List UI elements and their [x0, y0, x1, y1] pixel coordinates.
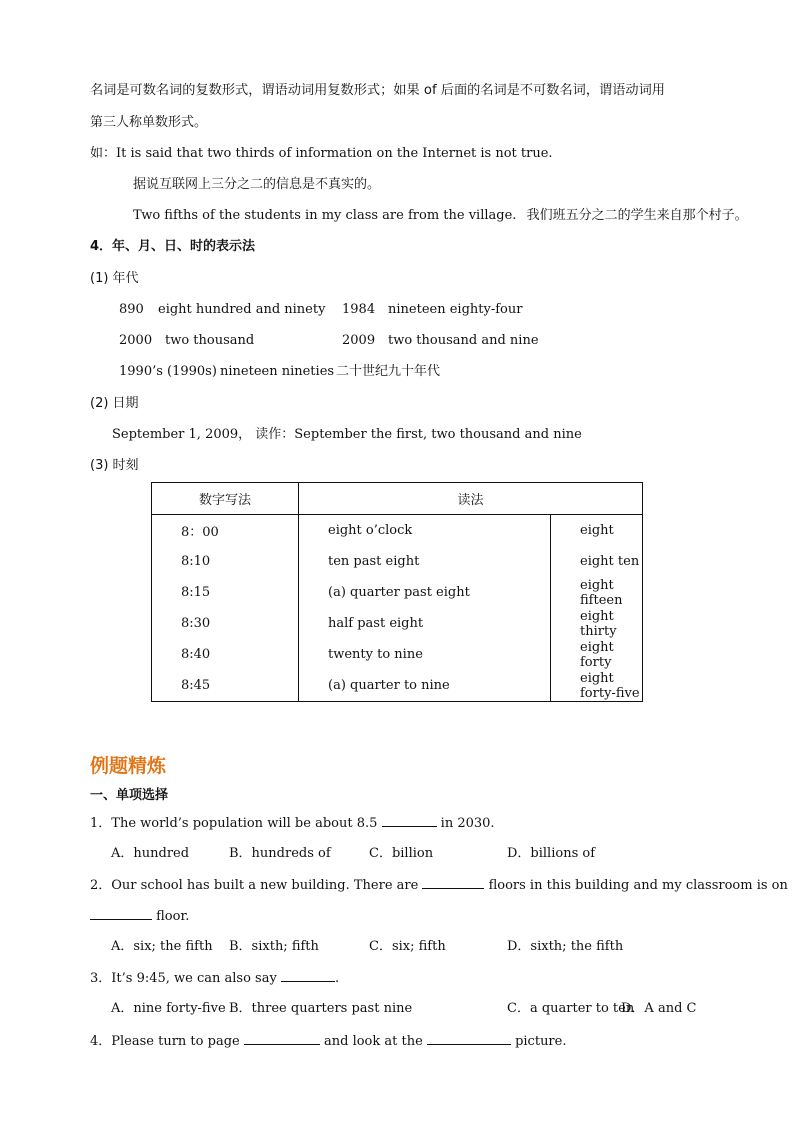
decade-num: 1990’s (1990s) — [119, 364, 217, 379]
time-num: 8:30 — [152, 608, 299, 639]
example-label: 如： — [90, 146, 117, 161]
q3-blank[interactable] — [281, 969, 335, 982]
section-4-heading: 4．年、月、日、时的表示法 — [90, 239, 256, 254]
years-label: (1) 年代 — [90, 271, 139, 286]
time-reading-2: eight — [551, 515, 643, 547]
year-890-reading: eight hundred and ninety — [158, 302, 326, 317]
q2-text-after: floors in this building and my classroom is on — [488, 878, 788, 893]
times-label: (3) 时刻 — [90, 458, 139, 473]
date-example: September 1, 2009， 读作：September the first, two thousand and nine — [112, 427, 582, 442]
example2-line — [133, 207, 748, 225]
year-2009: 2009 — [342, 333, 376, 348]
q3-text-after: . — [334, 971, 340, 986]
q1-option-d[interactable]: D．billions of — [507, 846, 596, 861]
year-2009-reading: two thousand and nine — [388, 333, 539, 348]
q1-text-before: 1．The world’s population will be about 8.5 — [90, 816, 378, 831]
time-reading-1: ten past eight — [299, 546, 551, 577]
decade-chinese: 二十世纪九十年代 — [336, 364, 441, 379]
q2-text-before: 2．Our school has built a new building. There are — [90, 878, 419, 893]
section-heading-single-choice: 一、单项选择 — [90, 788, 169, 803]
q1-blank[interactable] — [382, 814, 437, 827]
question-1 — [90, 814, 495, 833]
year-890: 890 — [119, 302, 144, 317]
table-row — [152, 639, 643, 670]
time-reading-2: eight fifteen — [551, 577, 643, 608]
q3-option-b[interactable]: B．three quarters past nine — [229, 1001, 413, 1016]
dates-label: (2) 日期 — [90, 396, 139, 411]
intro-line-1: 名词是可数名词的复数形式，谓语动词用复数形式；如果 of 后面的名词是不可数名词，谓语动词用 — [90, 83, 665, 98]
decade-reading: nineteen nineties — [220, 364, 335, 379]
example2-chinese: 我们班五分之二的学生来自那个村子。 — [526, 208, 748, 223]
example-line — [90, 145, 553, 163]
time-reading-1: twenty to nine — [299, 639, 551, 670]
q4-text-after: picture. — [515, 1034, 567, 1049]
time-num: 8:40 — [152, 639, 299, 670]
q1-option-c[interactable]: C．billion — [369, 846, 434, 861]
time-num: 8:45 — [152, 670, 299, 702]
year-2000: 2000 — [119, 333, 153, 348]
time-num: 8：00 — [152, 515, 299, 547]
question-4 — [90, 1032, 566, 1051]
q1-option-b[interactable]: B．hundreds of — [229, 846, 331, 861]
q4-blank-2[interactable] — [427, 1032, 511, 1045]
q4-text-mid: and look at the — [324, 1034, 423, 1049]
q4-blank-1[interactable] — [244, 1032, 320, 1045]
q3-text-before: 3．It’s 9:45, we can also say — [90, 971, 277, 986]
time-reading-1: eight o’clock — [299, 515, 551, 547]
year-1984-reading: nineteen eighty-four — [388, 302, 523, 317]
time-table — [151, 482, 643, 702]
question-2 — [90, 876, 788, 895]
q2-option-b[interactable]: B．sixth; fifth — [229, 939, 319, 954]
table-row — [152, 608, 643, 639]
q1-option-a[interactable]: A．hundred — [111, 846, 190, 861]
q2-option-a[interactable]: A．six; the fifth — [111, 939, 213, 954]
q3-option-a[interactable]: A．nine forty-five — [111, 1001, 226, 1016]
time-reading-2: eight thirty — [551, 608, 643, 639]
time-reading-2: eight ten — [551, 546, 643, 577]
time-num: 8:10 — [152, 546, 299, 577]
header-number-format: 数字写法 — [152, 483, 299, 515]
year-2000-reading: two thousand — [165, 333, 255, 348]
time-reading-2: eight forty-five — [551, 670, 643, 702]
q1-text-after: in 2030. — [440, 816, 495, 831]
q3-option-c[interactable]: C．a quarter to ten — [507, 1001, 635, 1016]
table-row — [152, 670, 643, 702]
time-num: 8:15 — [152, 577, 299, 608]
time-reading-1: (a) quarter to nine — [299, 670, 551, 702]
q3-option-d[interactable]: D．A and C — [621, 1001, 697, 1016]
time-reading-1: (a) quarter past eight — [299, 577, 551, 608]
q2-blank-1[interactable] — [422, 876, 484, 889]
example-chinese: 据说互联网上三分之二的信息是不真实的。 — [133, 177, 381, 192]
table-row — [152, 546, 643, 577]
q4-text-before: 4．Please turn to page — [90, 1034, 240, 1049]
time-reading-2: eight forty — [551, 639, 643, 670]
example-english: It is said that two thirds of information on the Internet is not true. — [116, 146, 553, 161]
year-1984: 1984 — [342, 302, 376, 317]
table-row — [152, 577, 643, 608]
q2-blank-2[interactable] — [90, 907, 152, 920]
table-row — [152, 515, 643, 547]
q2-text-after-2: floor. — [156, 909, 190, 924]
time-reading-1: half past eight — [299, 608, 551, 639]
q2-option-c[interactable]: C．six; fifth — [369, 939, 446, 954]
time-table-header — [152, 483, 643, 515]
question-3 — [90, 969, 339, 988]
intro-line-2: 第三人称单数形式。 — [90, 115, 208, 130]
practice-title: 例题精炼 — [90, 755, 167, 777]
question-2-cont — [90, 907, 189, 926]
q2-option-d[interactable]: D．sixth; the fifth — [507, 939, 624, 954]
example2-english: Two fifths of the students in my class are from the village. — [133, 208, 517, 223]
header-reading: 读法 — [299, 483, 643, 515]
